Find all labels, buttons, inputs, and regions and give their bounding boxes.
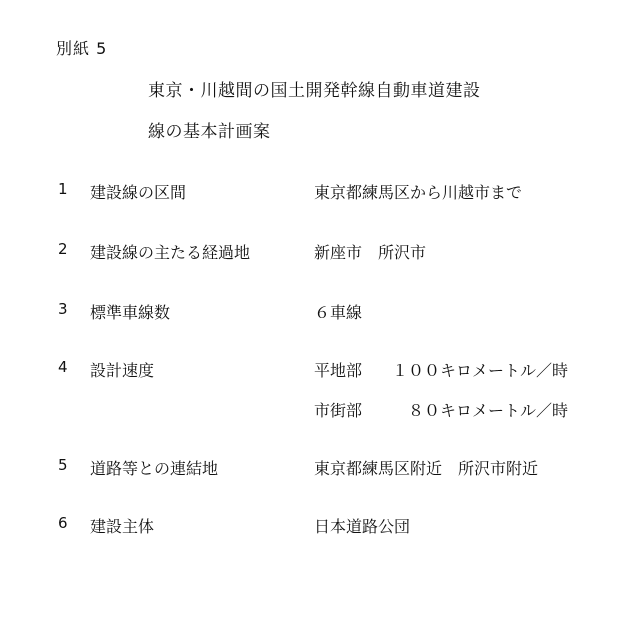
item-value-design-speed-urban [314, 398, 568, 421]
item-number: 1 [58, 180, 68, 198]
item-label-connection: 道路等との連結地 [90, 459, 219, 478]
speed-area-label: 市街部 [314, 401, 363, 420]
item-label-lanes: 標準車線数 [90, 303, 171, 322]
annex-label: 別紙 5 [56, 39, 108, 58]
document-title-line-2: 線の基本計画案 [148, 122, 271, 142]
item-number: 5 [58, 456, 68, 474]
speed-value: １００キロメートル／時 [392, 361, 569, 380]
document-title-line-1: 東京・川越間の国土開発幹線自動車道建設 [148, 81, 481, 101]
item-label-design-speed: 設計速度 [90, 361, 155, 380]
item-value-design-speed-flat [314, 358, 568, 381]
item-value-route: 新座市 所沢市 [314, 243, 427, 262]
item-value-builder: 日本道路公団 [314, 517, 411, 536]
item-value-lanes: ６車線 [314, 303, 363, 322]
item-value-section: 東京都練馬区から川越市まで [314, 183, 523, 202]
item-label-builder: 建設主体 [90, 517, 155, 536]
item-number: 3 [58, 300, 68, 318]
item-number: 2 [58, 240, 68, 258]
item-label-section: 建設線の区間 [90, 183, 187, 202]
item-value-connection: 東京都練馬区附近 所沢市附近 [314, 459, 539, 478]
speed-value: ８０キロメートル／時 [408, 401, 569, 420]
item-number: 6 [58, 514, 68, 532]
item-label-route: 建設線の主たる経過地 [90, 243, 251, 262]
item-number: 4 [58, 358, 68, 376]
speed-area-label: 平地部 [314, 361, 363, 380]
